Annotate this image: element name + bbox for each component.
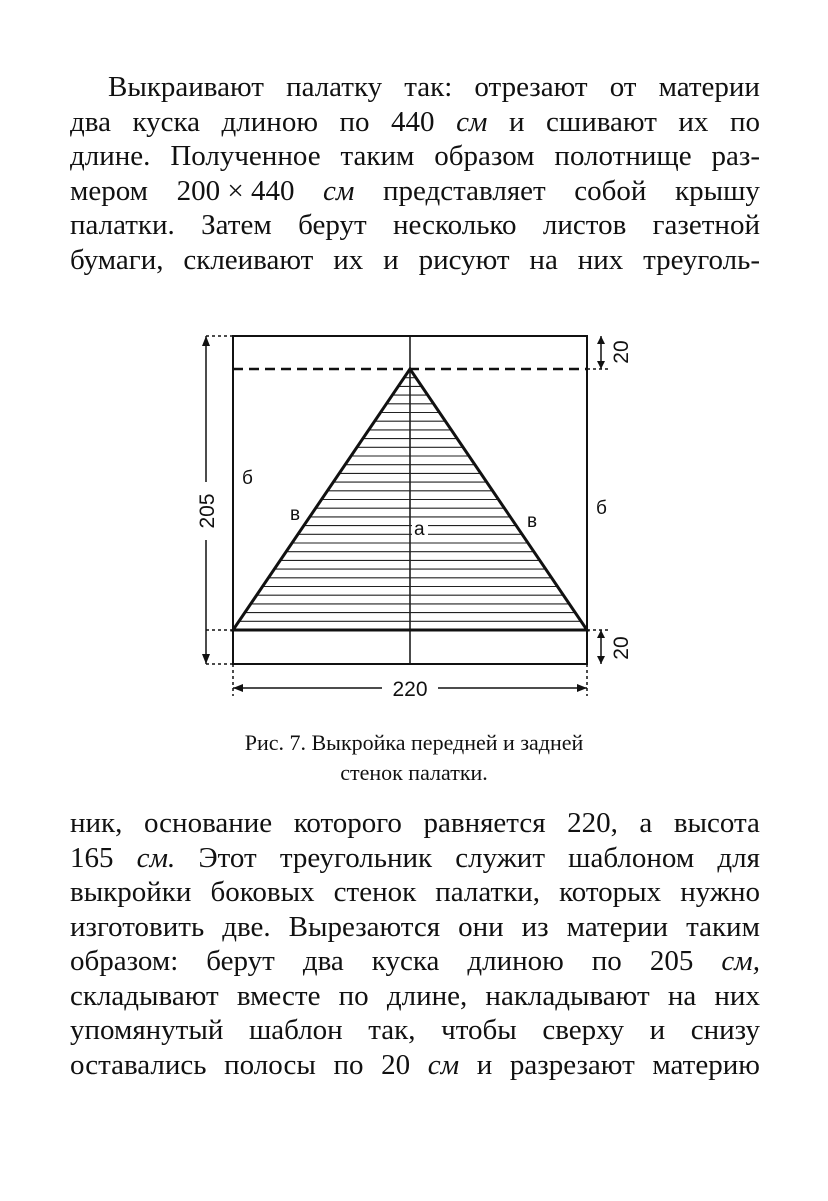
word: по — [339, 105, 370, 138]
word: таким — [686, 910, 760, 943]
word: и — [508, 105, 525, 138]
text-line — [70, 1048, 760, 1083]
word: упомянутый — [70, 1014, 224, 1046]
word: 165 — [70, 841, 114, 874]
side-label-left: б — [242, 468, 253, 489]
text-line — [70, 875, 760, 910]
word: по — [591, 945, 622, 977]
arrow-down-icon — [597, 361, 605, 369]
arrow-up-icon — [597, 336, 605, 344]
word: Выкраивают — [108, 71, 264, 103]
word: так: — [404, 71, 453, 103]
word: разрезают — [509, 1048, 635, 1081]
word: треугольник — [279, 841, 433, 874]
word: 20 — [381, 1048, 411, 1081]
word: и — [476, 1048, 493, 1081]
text-line — [70, 944, 760, 979]
bottom-strip-dimension-label: 20 — [610, 636, 633, 660]
word: равняется — [423, 807, 546, 839]
arrow-right-icon — [577, 684, 587, 692]
width-dimension-label: 220 — [392, 678, 428, 701]
paragraph-bottom — [70, 806, 760, 1082]
word: по — [729, 105, 760, 138]
word: треуголь- — [643, 243, 760, 276]
word: две. — [222, 910, 271, 943]
text-line — [70, 1013, 760, 1048]
word: полотнище — [554, 140, 692, 172]
word: 205 — [649, 945, 694, 977]
arrow-left-icon — [233, 684, 243, 692]
arrow-up-icon — [202, 336, 210, 346]
word: ник, — [70, 807, 123, 839]
word: служит — [455, 841, 545, 874]
word: два — [302, 945, 344, 977]
word: рисуют — [418, 243, 510, 276]
center-label: а — [414, 519, 425, 540]
word: они — [458, 910, 504, 943]
word: 220, — [567, 807, 618, 839]
unit-word: см — [323, 174, 355, 207]
word: накладывают — [485, 979, 650, 1012]
word: полосы — [224, 1048, 316, 1081]
word: которого — [293, 807, 402, 839]
text-line — [70, 243, 760, 278]
word: материи — [566, 910, 669, 943]
text-line — [70, 105, 760, 140]
word: них — [577, 243, 624, 276]
figure-caption — [100, 728, 728, 788]
word: 200 × 440 — [176, 174, 295, 207]
text-line — [70, 174, 760, 209]
word: куска — [132, 105, 201, 138]
word: от — [609, 71, 637, 103]
word: для — [717, 841, 760, 874]
unit-word: см — [456, 105, 488, 138]
word: которых — [559, 876, 662, 908]
word: образом: — [70, 945, 179, 977]
word: нужно — [680, 876, 760, 908]
word: снизу — [690, 1014, 760, 1046]
arrow-down-icon — [202, 654, 210, 664]
word: газетной — [652, 209, 760, 241]
word: раз- — [711, 140, 760, 172]
height-dimension-label: 205 — [196, 493, 219, 529]
unit-word: см — [427, 1048, 460, 1081]
slant-label-right: в — [527, 511, 538, 532]
text-line — [70, 910, 760, 945]
word: основание — [143, 807, 273, 839]
word: таким — [340, 140, 415, 172]
word: палатку — [286, 71, 383, 103]
word: них — [714, 979, 760, 1012]
word: Вырезаются — [288, 910, 441, 943]
word: бумаги, — [70, 243, 164, 276]
word: а — [639, 807, 653, 839]
word: их — [678, 105, 709, 138]
word: шаблоном — [568, 841, 695, 874]
word: Полученное — [170, 140, 321, 172]
word: мером — [70, 174, 149, 207]
word: отрезают — [474, 71, 588, 103]
word: длине. — [70, 140, 151, 172]
word: длине, — [386, 979, 468, 1012]
word: шаблон — [248, 1014, 343, 1046]
word: складывают — [70, 979, 219, 1012]
arrow-down-icon — [597, 656, 605, 664]
text-line — [70, 139, 760, 174]
side-label-right: б — [596, 498, 607, 519]
word: листов — [542, 209, 627, 241]
word: и — [649, 1014, 666, 1046]
word: образом — [434, 140, 535, 172]
word: берут — [206, 945, 275, 977]
word: палатки. — [70, 209, 175, 241]
word: материю — [652, 1048, 760, 1081]
tent-wall-pattern-drawing — [190, 322, 650, 702]
word: вместе — [236, 979, 321, 1012]
word: палатки, — [435, 876, 541, 908]
top-strip-dimension-label: 20 — [610, 340, 633, 364]
pattern-figure — [190, 322, 650, 702]
text-line — [70, 806, 760, 841]
word: высота — [673, 807, 760, 839]
unit-word: см. — [136, 841, 176, 874]
text-line — [70, 979, 760, 1014]
word: по — [333, 1048, 364, 1081]
word: материи — [658, 71, 760, 103]
word: и — [383, 243, 399, 276]
slant-label-left: в — [290, 504, 301, 525]
text-line — [70, 208, 760, 243]
word: оставались — [70, 1048, 207, 1081]
unit-word: см, — [721, 945, 760, 977]
word: по — [338, 979, 369, 1012]
word: из — [521, 910, 549, 943]
word: два — [70, 105, 111, 138]
word: изготовить — [70, 910, 205, 943]
word: несколько — [393, 209, 517, 241]
text-line — [70, 70, 760, 105]
word: собой — [574, 174, 647, 207]
word: их — [333, 243, 364, 276]
word: 440 — [391, 105, 435, 138]
word: выкройки — [70, 876, 192, 908]
paragraph-top — [70, 70, 760, 277]
word: Этот — [198, 841, 257, 874]
word: на — [529, 243, 558, 276]
caption-line: стенок палатки. — [340, 760, 488, 785]
word: стенок — [333, 876, 417, 908]
word: на — [667, 979, 697, 1012]
word: берут — [298, 209, 367, 241]
word: крышу — [675, 174, 760, 207]
word: длиною — [221, 105, 318, 138]
word: сшивают — [546, 105, 657, 138]
word: сверху — [542, 1014, 625, 1046]
word: боковых — [210, 876, 315, 908]
text-line — [70, 841, 760, 876]
word: склеивают — [183, 243, 314, 276]
word: чтобы — [441, 1014, 517, 1046]
word: представляет — [383, 174, 546, 207]
word: куска — [371, 945, 440, 977]
word: Затем — [201, 209, 272, 241]
caption-line: Рис. 7. Выкройка передней и задней — [244, 730, 584, 755]
arrow-up-icon — [597, 630, 605, 638]
word: длиною — [467, 945, 564, 977]
word: так, — [368, 1014, 416, 1046]
